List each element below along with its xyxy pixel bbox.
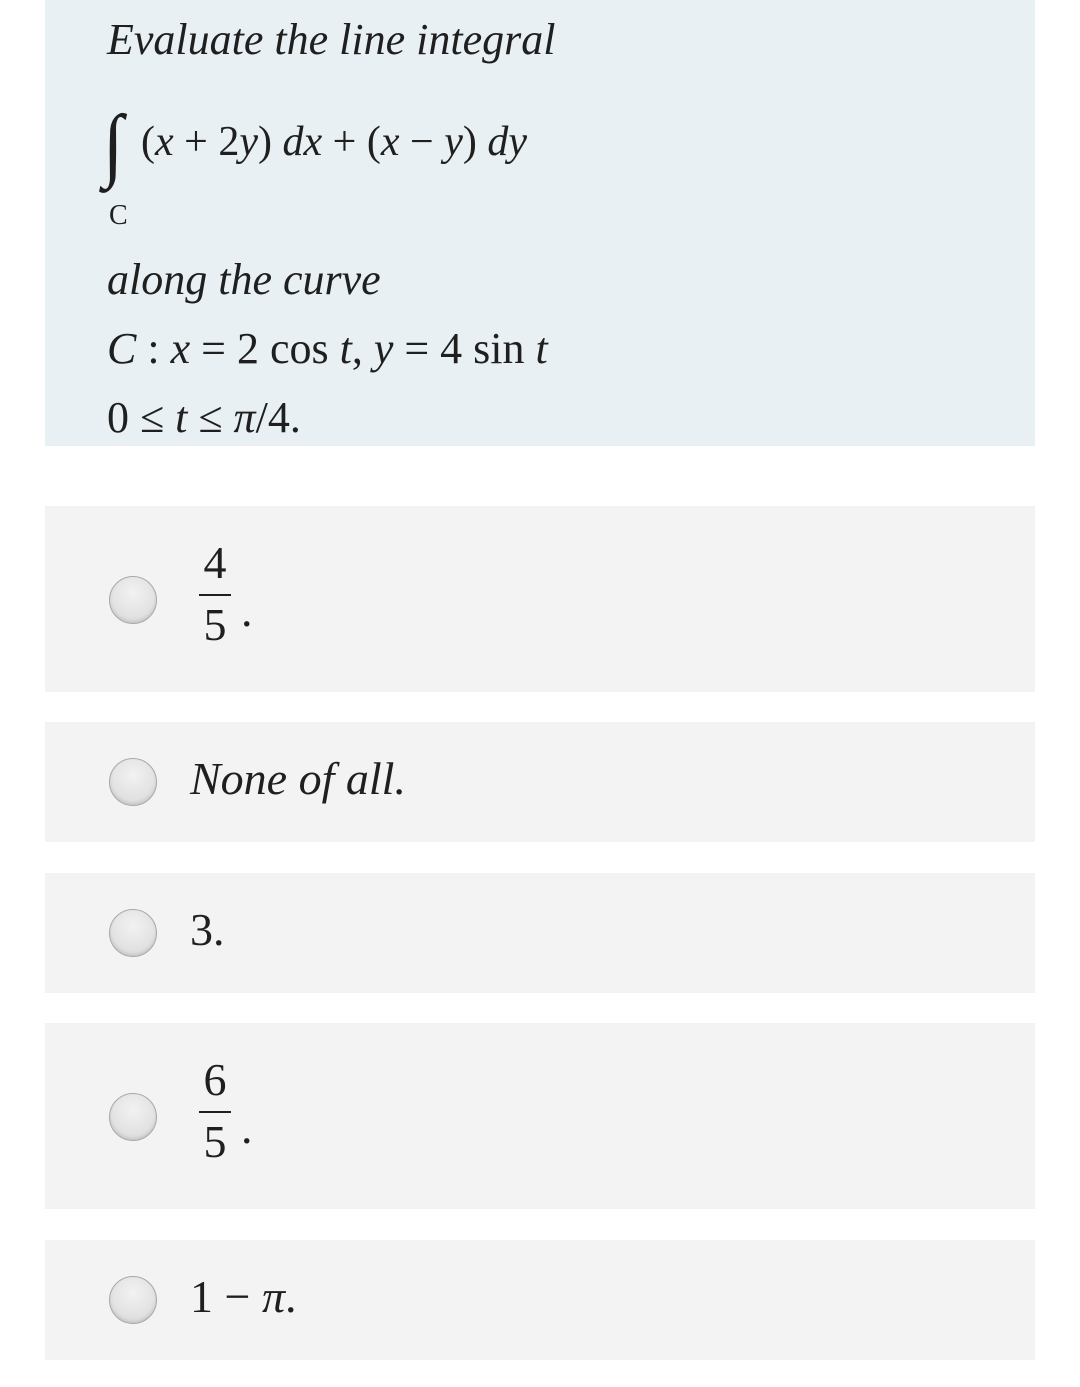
- integral-sign: ∫: [103, 99, 124, 190]
- integrand-var: y: [239, 119, 258, 165]
- fraction-denominator: 5: [203, 1116, 227, 1167]
- curve-part: x: [170, 324, 191, 373]
- radio-button[interactable]: [109, 909, 157, 957]
- answer-option-4[interactable]: [45, 1023, 1035, 1209]
- radio-button[interactable]: [109, 758, 157, 806]
- integrand-part: ): [258, 119, 283, 165]
- range-part: π: [233, 393, 256, 442]
- fraction-numerator: 6: [203, 1054, 227, 1105]
- option-label: [190, 1270, 297, 1323]
- answer-option-3[interactable]: [45, 873, 1035, 993]
- question-panel: [45, 0, 1035, 446]
- curve-part: ,: [351, 324, 374, 373]
- fraction-suffix: .: [241, 585, 253, 636]
- answer-option-1[interactable]: [45, 506, 1035, 692]
- option-label: 3.: [190, 904, 225, 955]
- integrand-part: (: [141, 119, 155, 165]
- range-part: /4.: [255, 393, 301, 442]
- answer-option-2[interactable]: [45, 722, 1035, 842]
- range-part: ≤: [187, 393, 234, 442]
- curve-part: C: [107, 324, 137, 373]
- integrand-var: y: [444, 119, 463, 165]
- integral-subscript: C: [109, 200, 128, 231]
- curve-part: t: [339, 324, 352, 373]
- integrand-part: ): [462, 119, 488, 165]
- option-label-part: π: [261, 1271, 285, 1322]
- fraction-bar: [199, 1111, 231, 1113]
- question-along-text: along the curve: [107, 255, 381, 304]
- radio-button[interactable]: [109, 576, 157, 624]
- fraction: [195, 1054, 235, 1167]
- integrand-var: dx: [282, 119, 323, 165]
- integrand-part: −: [399, 119, 445, 165]
- integrand: [141, 118, 527, 166]
- curve-part: = 4 sin: [393, 324, 536, 373]
- integrand-var: dy: [487, 119, 527, 165]
- question-title: Evaluate the line integral: [107, 15, 556, 64]
- curve-part: :: [136, 324, 171, 373]
- option-label: None of all.: [190, 753, 406, 804]
- range-part: t: [175, 393, 188, 442]
- option-label-part: 1 −: [190, 1271, 262, 1322]
- fraction-numerator: 4: [203, 537, 227, 588]
- fraction-bar: [199, 594, 231, 596]
- integrand-var: x: [380, 119, 400, 165]
- fraction-denominator: 5: [203, 599, 227, 650]
- option-label-part: .: [285, 1271, 297, 1322]
- fraction: [195, 537, 235, 650]
- curve-part: t: [535, 324, 548, 373]
- curve-part: y: [373, 324, 394, 373]
- answer-option-5[interactable]: [45, 1240, 1035, 1360]
- curve-definition: [107, 323, 548, 374]
- curve-part: = 2 cos: [190, 324, 340, 373]
- integrand-part: + (: [322, 119, 381, 165]
- fraction-suffix: .: [241, 1102, 253, 1153]
- integrand-part: + 2: [173, 119, 240, 165]
- radio-button[interactable]: [109, 1276, 157, 1324]
- range-part: 0 ≤: [107, 393, 176, 442]
- integrand-var: x: [155, 119, 174, 165]
- radio-button[interactable]: [109, 1093, 157, 1141]
- parameter-range: [107, 392, 301, 443]
